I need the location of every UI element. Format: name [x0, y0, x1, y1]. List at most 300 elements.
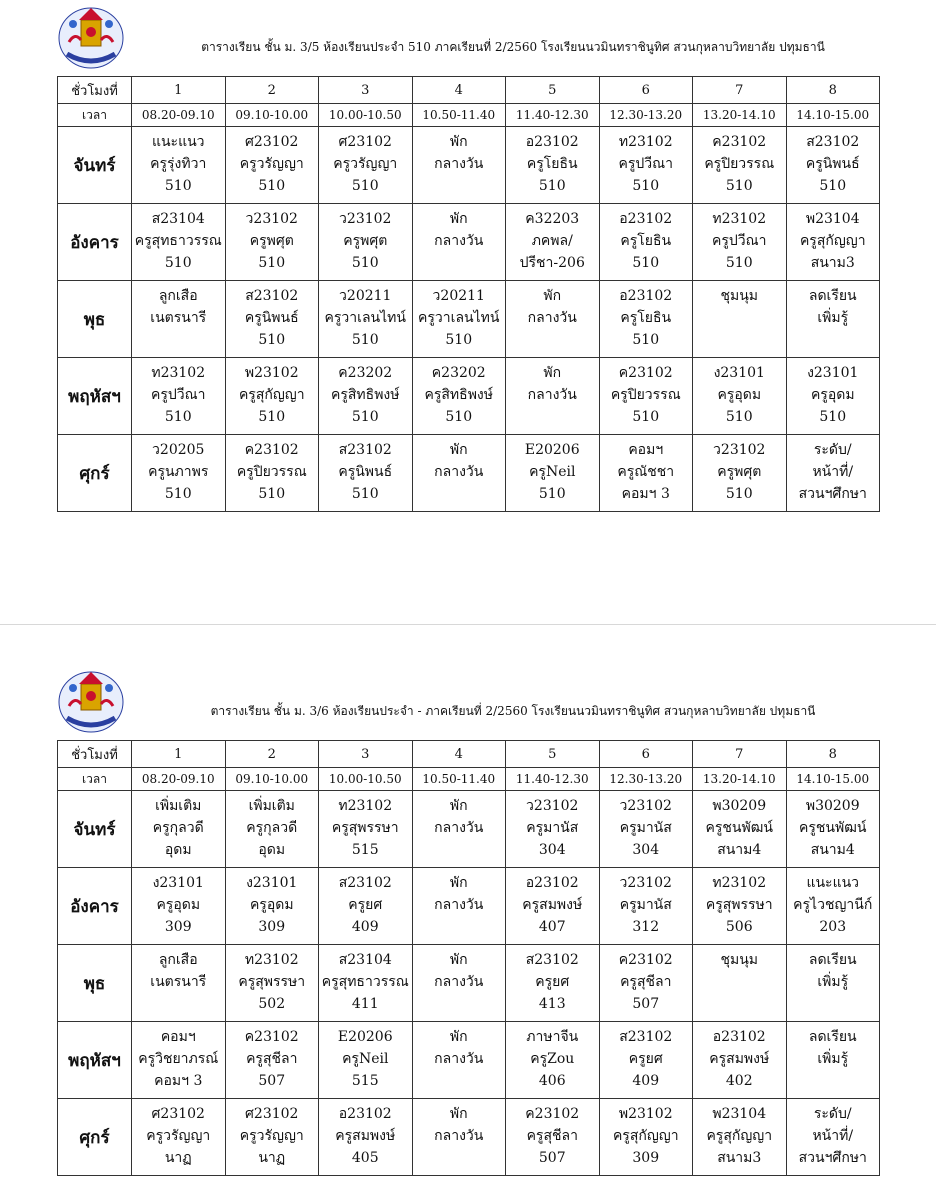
class-cell-line: ครูโยธิน [620, 310, 672, 326]
class-cell [506, 127, 600, 204]
class-cell-content [506, 358, 599, 406]
class-cell-line: ครูชนพัฒน์ [799, 820, 867, 836]
class-cell-line: 309 [258, 919, 286, 935]
class-cell [412, 1099, 506, 1176]
time-header-label: เวลา [58, 104, 132, 127]
class-cell-line: E20206 [524, 442, 580, 458]
class-cell-line: 510 [258, 178, 286, 194]
class-cell-content [226, 1022, 319, 1092]
class-cell-content [693, 1022, 786, 1092]
class-cell [693, 435, 787, 512]
class-cell-line: ครูอุดม [717, 387, 762, 403]
class-cell-line: 510 [445, 332, 473, 348]
class-cell-content [693, 1099, 786, 1169]
class-cell [599, 1099, 693, 1176]
class-cell-line: ครูปวีณา [618, 156, 673, 172]
class-cell-line: ส23104 [338, 952, 392, 968]
class-cell-line: ครูวาเลนไทน์ [324, 310, 406, 326]
class-cell-content [787, 204, 880, 274]
class-cell-content [600, 127, 693, 197]
class-cell-content [787, 945, 880, 993]
class-cell [693, 358, 787, 435]
class-cell-line: ลูกเสือ [158, 952, 198, 968]
class-cell-line: ลดเรียน [808, 1029, 857, 1045]
class-cell-line: ครูสุพรรษา [331, 820, 399, 836]
class-cell-line: กลางวัน [434, 233, 484, 249]
class-cell [412, 204, 506, 281]
day-row [58, 435, 880, 512]
class-cell-line: ง23101 [152, 875, 204, 891]
time-slot: 13.20-14.10 [693, 768, 787, 791]
class-cell-content [413, 791, 506, 839]
day-label: อังคาร [58, 204, 132, 281]
time-slot: 11.40-12.30 [506, 104, 600, 127]
class-cell-content [132, 791, 225, 861]
class-cell-content [132, 1099, 225, 1169]
class-cell-line: 510 [538, 178, 566, 194]
class-cell-line: ว20205 [152, 442, 205, 458]
time-slot: 09.10-10.00 [225, 104, 319, 127]
class-cell-line: ครูณัชชา [617, 464, 675, 480]
class-cell [412, 791, 506, 868]
class-cell-line: ครูสุทธาวรรณ [321, 974, 409, 990]
class-cell [319, 204, 413, 281]
class-cell-content [600, 1022, 693, 1092]
class-cell-line: ค23102 [618, 952, 673, 968]
class-cell-line: 515 [351, 842, 379, 858]
class-cell-line: 507 [632, 996, 660, 1012]
period-header-label: ชั่วโมงที่ [58, 741, 132, 768]
class-cell-line: เพิ่มเติม [248, 798, 295, 814]
class-cell-line: ส23102 [245, 288, 299, 304]
class-cell-content [693, 358, 786, 428]
class-cell-line: 405 [351, 1150, 379, 1166]
class-cell [412, 127, 506, 204]
class-cell-line: ครูวรัญญา [146, 1128, 211, 1144]
class-cell-line: ครูNeil [342, 1051, 389, 1067]
class-cell [319, 791, 413, 868]
class-cell-line: 510 [632, 409, 660, 425]
time-slot: 08.20-09.10 [132, 104, 226, 127]
day-row [58, 127, 880, 204]
class-cell [132, 127, 226, 204]
day-row [58, 945, 880, 1022]
period-number: 8 [786, 77, 880, 104]
class-cell-line: กลางวัน [434, 156, 484, 172]
class-cell-content [319, 435, 412, 505]
class-cell-line: กลางวัน [434, 1128, 484, 1144]
class-cell-line: ส23102 [338, 442, 392, 458]
class-cell-line: ว20211 [432, 288, 485, 304]
class-cell-line: ครูสุกัญญา [238, 387, 305, 403]
class-cell-content [413, 1099, 506, 1147]
class-cell-line: กลางวัน [434, 820, 484, 836]
class-cell-line: ครูวรัญญา [333, 156, 398, 172]
day-row [58, 868, 880, 945]
class-cell-line: 510 [351, 178, 379, 194]
class-cell-line: คอมฯ 3 [621, 486, 670, 502]
class-cell-line: ค23102 [244, 1029, 299, 1045]
class-cell-line: ลูกเสือ [158, 288, 198, 304]
class-cell-content [413, 945, 506, 993]
class-cell-line: กลางวัน [434, 897, 484, 913]
sheet-header [0, 664, 936, 744]
time-slot: 12.30-13.20 [599, 104, 693, 127]
class-cell-content [693, 204, 786, 274]
class-cell-line: พ23104 [712, 1106, 767, 1122]
class-cell-line: ครูโยธิน [620, 233, 672, 249]
class-cell-line: อ23102 [712, 1029, 766, 1045]
class-cell-line: พัก [449, 442, 468, 458]
class-cell-line: 510 [164, 255, 192, 271]
class-cell-line: อ23102 [338, 1106, 392, 1122]
class-cell-line: 502 [258, 996, 286, 1012]
class-cell-line: อ23102 [619, 211, 673, 227]
day-label: พฤหัสฯ [58, 358, 132, 435]
class-cell-content [787, 281, 880, 329]
class-cell [319, 127, 413, 204]
day-label: อังคาร [58, 868, 132, 945]
class-cell-line: หน้าที่/ [812, 464, 854, 480]
time-slot: 10.00-10.50 [319, 104, 413, 127]
class-cell-line: ครูอุดม [249, 897, 294, 913]
class-cell-line: เพิ่มรู้ [817, 310, 849, 326]
class-cell-line: พ23102 [618, 1106, 673, 1122]
class-cell-content [413, 204, 506, 252]
class-cell-content [506, 435, 599, 505]
class-cell [786, 945, 880, 1022]
class-cell-line: ลดเรียน [808, 288, 857, 304]
class-cell-line: พัก [543, 288, 562, 304]
day-label: พฤหัสฯ [58, 1022, 132, 1099]
class-cell-line: พัก [449, 134, 468, 150]
class-cell-content [413, 281, 506, 351]
period-header-row [58, 77, 880, 104]
day-row [58, 791, 880, 868]
class-cell-content [506, 127, 599, 197]
class-cell-line: 510 [258, 255, 286, 271]
class-cell-line: ครูNeil [529, 464, 576, 480]
class-cell [786, 1099, 880, 1176]
class-cell-content [226, 127, 319, 197]
class-cell-line: ส23102 [619, 1029, 673, 1045]
class-cell-line: ครูอุดม [156, 897, 201, 913]
class-cell-line: ค23102 [525, 1106, 580, 1122]
class-cell-content [506, 945, 599, 1015]
class-cell-line: แนะแนว [151, 134, 205, 150]
class-cell-content [226, 945, 319, 1015]
class-cell-content [787, 868, 880, 938]
day-label: พุธ [58, 945, 132, 1022]
class-cell-line: ครูสุพรรษา [705, 897, 773, 913]
period-number: 1 [132, 77, 226, 104]
class-cell-line: 407 [538, 919, 566, 935]
class-cell-line: อ23102 [525, 134, 579, 150]
class-cell [319, 358, 413, 435]
class-cell [599, 435, 693, 512]
time-slot: 13.20-14.10 [693, 104, 787, 127]
class-cell-line: ครูยศ [628, 1051, 663, 1067]
period-number: 1 [132, 741, 226, 768]
class-cell-line: ครูนภาพร [148, 464, 209, 480]
class-cell-line: ค23202 [338, 365, 393, 381]
class-cell-content [600, 868, 693, 938]
class-cell-line: ภคพล/ [531, 233, 573, 249]
class-cell-content [693, 868, 786, 938]
class-cell-line: ส23102 [338, 875, 392, 891]
class-cell-line: คอมฯ [628, 442, 664, 458]
class-cell-line: ครูนิพนธ์ [244, 310, 299, 326]
class-cell [693, 791, 787, 868]
class-cell [506, 868, 600, 945]
class-cell-line: 507 [538, 1150, 566, 1166]
class-cell-line: ครูไวชญานีก์ [793, 897, 873, 913]
class-cell-line: ครูกุลวดี [152, 820, 204, 836]
period-number: 5 [506, 741, 600, 768]
class-cell-line: ครูสิทธิพงษ์ [424, 387, 493, 403]
class-cell-line: ท23102 [618, 134, 673, 150]
class-cell-line: พัก [543, 365, 562, 381]
class-cell-line: ครูนิพนธ์ [338, 464, 393, 480]
class-cell-line: อ23102 [619, 288, 673, 304]
class-cell-line: 510 [351, 409, 379, 425]
class-cell [786, 127, 880, 204]
class-cell-line: ครูZou [530, 1051, 575, 1067]
class-cell-line: 413 [538, 996, 566, 1012]
class-cell-content [600, 945, 693, 1015]
class-cell-line: 203 [819, 919, 847, 935]
class-cell-line: ชุมนุม [720, 288, 759, 304]
day-row [58, 204, 880, 281]
class-cell-line: กลางวัน [434, 1051, 484, 1067]
period-number: 2 [225, 741, 319, 768]
class-cell-line: พ23104 [805, 211, 860, 227]
class-cell-content [226, 435, 319, 505]
class-cell [506, 358, 600, 435]
class-cell-line: ค23202 [431, 365, 486, 381]
class-cell-content [413, 1022, 506, 1070]
class-cell [599, 281, 693, 358]
class-cell-line: เนตรนารี [150, 310, 207, 326]
class-cell [132, 1022, 226, 1099]
sheet-header [0, 0, 936, 80]
class-cell-content [787, 1022, 880, 1070]
class-cell-line: ครูรุ่งทิวา [150, 156, 207, 172]
class-cell [786, 281, 880, 358]
class-cell [693, 1022, 787, 1099]
class-cell [786, 791, 880, 868]
time-slot: 14.10-15.00 [786, 104, 880, 127]
class-cell-line: กลางวัน [434, 974, 484, 990]
timetable-sheet-2 [0, 664, 936, 1200]
class-cell-line: พัก [449, 211, 468, 227]
class-cell-line: 510 [725, 178, 753, 194]
class-cell-line: ครูพศุต [343, 233, 388, 249]
class-cell-line: อุดม [258, 842, 286, 858]
class-cell-line: 510 [819, 178, 847, 194]
class-cell-line: ว23102 [526, 798, 579, 814]
timetable-grid [57, 76, 880, 512]
class-cell-line: 510 [351, 255, 379, 271]
class-cell-content [506, 868, 599, 938]
class-cell [506, 204, 600, 281]
class-cell-line: 510 [819, 409, 847, 425]
class-cell-line: ครูวรัญญา [239, 156, 304, 172]
class-cell [319, 435, 413, 512]
class-cell [786, 1022, 880, 1099]
page-divider [0, 624, 936, 625]
class-cell-content [600, 204, 693, 274]
class-cell-line: ครูชนพัฒน์ [705, 820, 773, 836]
class-cell-content [132, 204, 225, 274]
class-cell-line: อุดม [164, 842, 192, 858]
class-cell-line: ครูวาเลนไทน์ [418, 310, 500, 326]
class-cell-content [132, 358, 225, 428]
class-cell [319, 1022, 413, 1099]
class-cell-line: ครูสมพงษ์ [522, 897, 583, 913]
class-cell-line: ครูสิทธิพงษ์ [331, 387, 400, 403]
class-cell-line: 510 [351, 486, 379, 502]
class-cell-line: ลดเรียน [808, 952, 857, 968]
class-cell-line: คอมฯ 3 [154, 1073, 203, 1089]
class-cell-line: ครูอุดม [810, 387, 855, 403]
class-cell-line: ศ23102 [151, 1106, 205, 1122]
class-cell-line: 510 [725, 486, 753, 502]
class-cell [225, 358, 319, 435]
class-cell [225, 127, 319, 204]
period-number: 3 [319, 741, 413, 768]
class-cell-content [506, 1022, 599, 1092]
class-cell [225, 1099, 319, 1176]
class-cell-line: ง23101 [246, 875, 298, 891]
class-cell-line: ครูมานัส [526, 820, 579, 836]
class-cell-line: พัก [449, 798, 468, 814]
class-cell-line: 510 [632, 178, 660, 194]
day-label: ศุกร์ [58, 435, 132, 512]
class-cell-line: ครูมานัส [619, 897, 672, 913]
day-row [58, 358, 880, 435]
class-cell-content [693, 281, 786, 307]
class-cell-line: ท23102 [712, 875, 767, 891]
class-cell-content [319, 945, 412, 1015]
day-label: ศุกร์ [58, 1099, 132, 1176]
class-cell-line: ค23102 [618, 365, 673, 381]
class-cell [506, 1022, 600, 1099]
class-cell-content [226, 204, 319, 274]
class-cell [506, 945, 600, 1022]
class-cell-line: 411 [351, 996, 379, 1012]
period-number: 6 [599, 741, 693, 768]
class-cell-line: เพิ่มเติม [155, 798, 202, 814]
period-number: 6 [599, 77, 693, 104]
class-cell-line: ระดับ/ [813, 442, 852, 458]
time-slot: 14.10-15.00 [786, 768, 880, 791]
class-cell [412, 945, 506, 1022]
class-cell [693, 204, 787, 281]
class-cell-line: ค23102 [712, 134, 767, 150]
class-cell [132, 358, 226, 435]
day-row [58, 1099, 880, 1176]
class-cell-line: ครูยศ [535, 974, 570, 990]
class-cell-line: 304 [538, 842, 566, 858]
class-cell-line: E20206 [337, 1029, 393, 1045]
class-cell-line: หน้าที่/ [812, 1128, 854, 1144]
class-cell-line: 510 [632, 255, 660, 271]
class-cell-line: ท23102 [244, 952, 299, 968]
class-cell-line: ครูปวีณา [712, 233, 767, 249]
class-cell-line: กลางวัน [434, 464, 484, 480]
day-label: จันทร์ [58, 791, 132, 868]
class-cell-line: 510 [351, 332, 379, 348]
class-cell-line: เพิ่มรู้ [817, 1051, 849, 1067]
period-number: 3 [319, 77, 413, 104]
class-cell [786, 358, 880, 435]
class-cell [412, 358, 506, 435]
class-cell [693, 945, 787, 1022]
class-cell-line: สนาม3 [810, 255, 855, 271]
class-cell-line: พัก [449, 952, 468, 968]
class-cell-line: ง23101 [713, 365, 765, 381]
class-cell-line: ส23102 [806, 134, 860, 150]
period-header-label: ชั่วโมงที่ [58, 77, 132, 104]
class-cell-content [413, 358, 506, 428]
class-cell-content [319, 1022, 412, 1092]
class-cell [412, 868, 506, 945]
class-cell [225, 204, 319, 281]
class-cell [225, 1022, 319, 1099]
class-cell-content [132, 281, 225, 329]
class-cell-line: 507 [258, 1073, 286, 1089]
class-cell [506, 791, 600, 868]
class-cell-line: ง23101 [807, 365, 859, 381]
class-cell [693, 281, 787, 358]
timetable-sheet-1 [0, 0, 936, 560]
class-cell-line: สวนฯศึกษา [798, 1150, 867, 1166]
class-cell-line: ครูสมพงษ์ [335, 1128, 396, 1144]
class-cell [599, 791, 693, 868]
class-cell-line: ครูสุกัญญา [612, 1128, 679, 1144]
class-cell [599, 204, 693, 281]
period-number: 7 [693, 741, 787, 768]
class-cell-line: ครูสุชีลา [620, 974, 672, 990]
class-cell-line: นาฏ [164, 1150, 192, 1166]
class-cell-line: ภาษาจีน [526, 1029, 579, 1045]
class-cell-line: นาฏ [258, 1150, 286, 1166]
class-cell-line: 515 [351, 1073, 379, 1089]
class-cell-content [787, 1099, 880, 1169]
class-cell [786, 868, 880, 945]
class-cell [693, 127, 787, 204]
class-cell-content [226, 281, 319, 351]
class-cell-line: กลางวัน [527, 387, 577, 403]
class-cell-content [506, 791, 599, 861]
class-cell-line: ว23102 [619, 798, 672, 814]
class-cell-line: 510 [632, 332, 660, 348]
class-cell-content [226, 1099, 319, 1169]
class-cell-content [226, 358, 319, 428]
class-cell-line: คอมฯ [160, 1029, 196, 1045]
class-cell-line: พัก [449, 875, 468, 891]
class-cell-line: ครูปิยวรรณ [236, 464, 307, 480]
class-cell-line: 510 [164, 409, 192, 425]
class-cell-line: ท23102 [338, 798, 393, 814]
class-cell-line: 402 [725, 1073, 753, 1089]
class-cell [506, 435, 600, 512]
class-cell-content [693, 435, 786, 505]
period-number: 4 [412, 741, 506, 768]
class-cell-line: ปรีชา-206 [519, 255, 585, 271]
class-cell [599, 358, 693, 435]
